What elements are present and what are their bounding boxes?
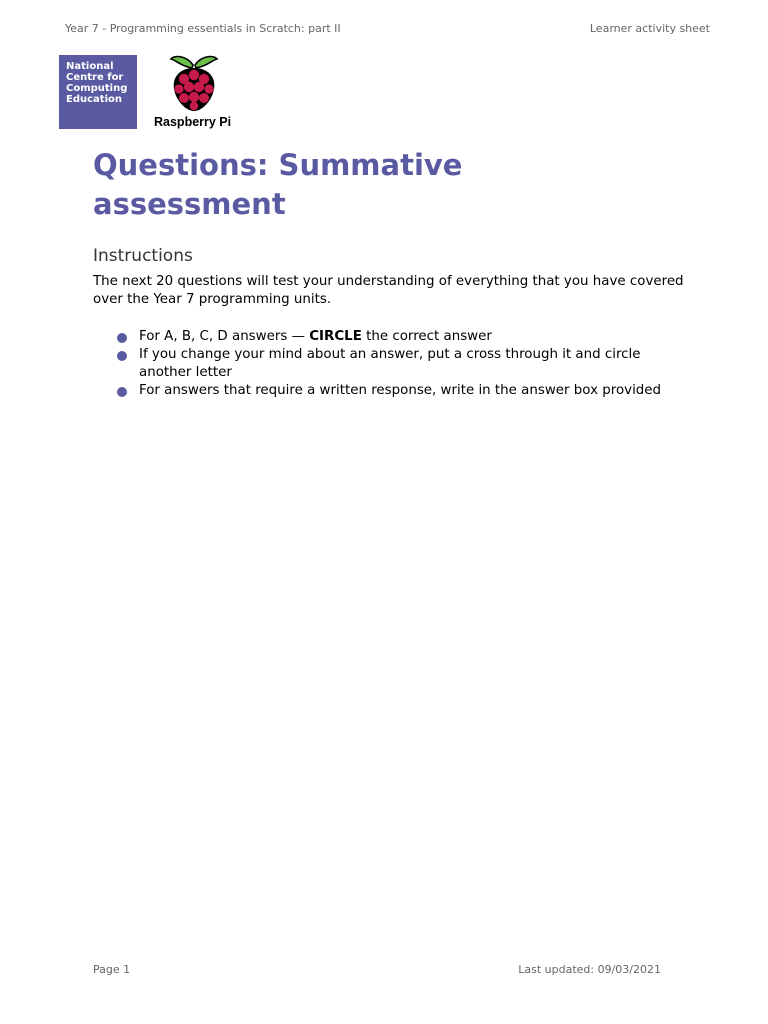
bullet-text: If you change your mind about an answer, put a cross through it and circle another letter [139,347,641,380]
instructions-heading: Instructions [93,246,193,266]
page-title: Questions: Summative assessment [93,148,463,221]
bullet-icon [117,333,127,343]
raspberry-pi-label: Raspberry Pi [154,115,232,129]
ncce-logo-line: Computing [66,83,128,94]
footer-last-updated: Last updated: 09/03/2021 [518,963,661,976]
bullet-text: For A, B, C, D answers — [139,329,310,344]
ncce-logo-line: Education [66,94,122,105]
ncce-logo-line: Centre for [66,72,124,83]
ncce-logo [59,55,137,129]
bullet-emphasis: CIRCLE [309,329,362,344]
header-course-title: Year 7 - Programming essentials in Scratch: part II [65,22,341,35]
header-sheet-type: Learner activity sheet [589,22,710,35]
bullet-icon [117,387,127,397]
instructions-list [93,328,693,400]
bullet-text: For answers that require a written response, write in the answer box provided [139,383,662,398]
list-item [93,346,693,382]
intro-paragraph: The next 20 questions will test your understanding of everything that you have covered over the Year 7 programming units. [93,274,684,307]
list-item [93,328,693,346]
raspberry-pi-logo [152,53,238,133]
raspberry-icon [168,53,220,113]
bullet-icon [117,351,127,361]
list-item [93,382,693,400]
bullet-text: the correct answer [361,329,492,344]
ncce-logo-line: National [66,61,114,72]
footer-page-number: Page 1 [93,963,131,976]
